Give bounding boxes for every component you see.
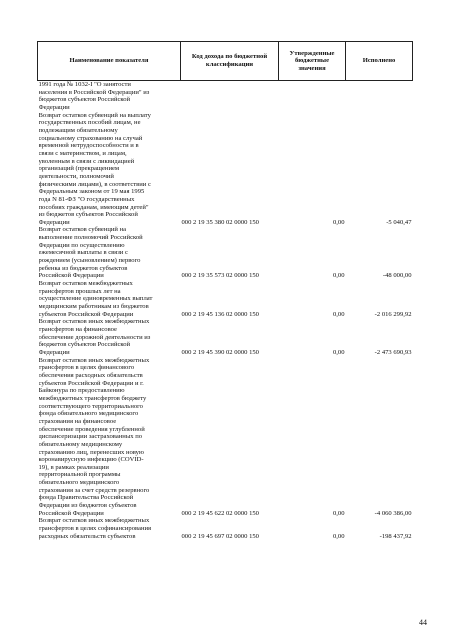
table-row <box>38 280 413 318</box>
indicator-name-line: 1991 года № 1032-I "О занятости <box>38 81 131 88</box>
indicator-name-line: территориальной программы <box>38 471 121 479</box>
indicator-name-line: обязательного медицинского <box>38 479 120 487</box>
indicator-name-line: Возврат остатков иных межбюджетных <box>38 517 150 525</box>
row-indicator-name <box>38 517 181 540</box>
indicator-name-line: Федерации <box>38 218 70 226</box>
indicator-name-line: обязательному медицинскому <box>38 440 123 448</box>
row-approved-value: 0,00 <box>332 272 345 280</box>
indicator-name-line: Возврат остатков субвенций на выплату <box>38 111 151 119</box>
row-revenue-code: 000 2 19 35 573 02 0000 150 <box>181 272 259 280</box>
row-approved-value: 0,00 <box>332 509 345 517</box>
indicator-name-line: рождением (усыновлением) первого <box>38 257 141 265</box>
indicator-name-line: Возврат остатков межбюджетных <box>38 280 133 288</box>
indicator-name-line: Федерации <box>38 348 70 356</box>
row-executed-value: -5 040,47 <box>386 218 412 226</box>
indicator-name-line: Федерации из бюджетов субъектов <box>38 502 137 510</box>
indicator-name-line: страхования за счет средств резервного <box>38 486 150 494</box>
indicator-name-line: связи с материнством, и лицам, <box>38 149 127 157</box>
indicator-name-line: организаций (прекращением <box>38 165 120 173</box>
indicator-name-line: Федерации <box>38 103 70 111</box>
indicator-name-line: пособиях гражданам, имеющим детей" <box>38 203 149 211</box>
indicator-name-line: диспансеризации застрахованных по <box>38 433 143 441</box>
indicator-name-line: года N 81-ФЗ "О государственных <box>38 195 135 203</box>
row-revenue-code: 000 2 19 45 622 02 0000 150 <box>181 509 259 517</box>
indicator-name-line: осуществление единовременных выплат <box>38 295 153 303</box>
indicator-name-line: трансфертов в целях финансового <box>38 364 135 372</box>
indicator-name-line: 19), в рамках реализации <box>38 463 109 471</box>
row-approved-value: 0,00 <box>332 348 345 356</box>
indicator-name-line: коронавирусную инфекцию (COVID- <box>38 456 144 464</box>
table-header-row <box>38 42 413 81</box>
indicator-name-line: субъектов Российской Федерации и г. <box>38 379 144 387</box>
indicator-name-line: трансфертов на финансовое <box>38 326 117 333</box>
header-approved-values: Утвержденные бюджетные значения <box>279 42 346 81</box>
row-revenue-code: 000 2 19 45 697 02 0000 150 <box>181 532 259 540</box>
row-approved-value: 0,00 <box>332 532 345 540</box>
indicator-name-line: Российской Федерации <box>38 272 104 280</box>
row-approved-value: 0,00 <box>332 310 345 318</box>
indicator-name-line: расходных обязательств субъектов <box>38 532 136 540</box>
indicator-name-line: трансфертов прошлых лет на <box>38 287 121 295</box>
indicator-name-line: государственных пособий лицам, не <box>38 119 141 127</box>
page-number: 44 <box>419 618 427 627</box>
indicator-name-line: Федерации по осуществлению <box>38 241 125 249</box>
row-executed-value: -2 473 690,93 <box>374 348 412 356</box>
indicator-name-line: обеспечение проведения углубленной <box>38 425 145 433</box>
indicator-name-line: населения в Российской Федерации" из <box>38 88 150 96</box>
indicator-name-line: межбюджетных трансфертов бюджету <box>38 394 147 402</box>
table-row <box>38 81 413 227</box>
indicator-name-line: медицинским работникам из бюджетов <box>38 303 149 311</box>
header-indicator-name: Наименование показателя <box>38 42 181 81</box>
indicator-name-line: Байконура по предоставлению <box>38 387 125 395</box>
indicator-name-line: Федеральным законом от 19 мая 1995 <box>38 188 145 196</box>
row-indicator-name <box>38 280 181 318</box>
row-indicator-name <box>38 318 181 356</box>
indicator-name-line: Возврат остатков иных межбюджетных <box>38 318 150 326</box>
indicator-name-line: обеспечение дорожной деятельности из <box>38 333 151 341</box>
row-indicator-name <box>38 226 181 280</box>
indicator-name-line: фонда обязательного медицинского <box>38 410 139 418</box>
budget-revenue-table <box>37 41 413 540</box>
indicator-name-line: субъектов Российской Федерации <box>38 310 134 318</box>
row-revenue-code: 000 2 19 45 390 02 0000 150 <box>181 348 259 356</box>
row-executed-value: -4 060 386,00 <box>374 509 412 517</box>
indicator-name-line: Возврат остатков иных межбюджетных <box>38 356 150 364</box>
indicator-name-line: ежемесячной выплаты в связи с <box>38 249 128 257</box>
indicator-name-line: бюджетов субъектов Российской <box>38 341 131 349</box>
indicator-name-line: подлежащим обязательному <box>38 126 118 134</box>
indicator-name-line: выполнение полномочий Российской <box>38 234 143 242</box>
indicator-name-line: уволенным в связи с ликвидацией <box>38 157 135 165</box>
row-executed-value: -198 437,92 <box>379 532 412 540</box>
row-executed-value: -2 016 299,92 <box>374 310 412 318</box>
table-row <box>38 357 413 518</box>
table-row <box>38 318 413 356</box>
indicator-name-line: соответствующего территориального <box>38 402 143 410</box>
table-row <box>38 226 413 280</box>
indicator-name-line: Возврат остатков субвенций на <box>38 226 127 234</box>
indicator-name-line: фонда Правительства Российской <box>38 494 134 502</box>
indicator-name-line: трансфертов в целях софинансирования <box>38 525 152 533</box>
indicator-name-line: временной нетрудоспособности и в <box>38 142 139 150</box>
row-revenue-code: 000 2 19 35 380 02 0000 150 <box>181 218 259 226</box>
row-executed-value: -48 000,00 <box>382 272 412 280</box>
indicator-name-line: страхованию лиц, перенесших новую <box>38 448 144 456</box>
indicator-name-line: из бюджетов субъектов Российской <box>38 211 138 219</box>
row-indicator-name <box>38 81 181 227</box>
table-row <box>38 517 413 540</box>
indicator-name-line: физическими лицами), в соответствии с <box>38 180 151 188</box>
indicator-name-line: деятельности, полномочий <box>38 172 114 180</box>
header-executed: Исполнено <box>346 42 413 81</box>
row-approved-value: 0,00 <box>332 218 345 226</box>
row-revenue-code: 000 2 19 45 136 02 0000 150 <box>181 310 259 318</box>
row-indicator-name <box>38 357 181 518</box>
indicator-name-line: страхования на финансовое <box>38 417 117 425</box>
indicator-name-line: ребенка из бюджетов субъектов <box>38 264 128 272</box>
header-revenue-code: Код дохода по бюджетной классификации <box>181 42 279 81</box>
indicator-name-line: социальному страхованию на случай <box>38 134 143 142</box>
indicator-name-line: Российской Федерации <box>38 509 104 517</box>
indicator-name-line: обеспечения расходных обязательств <box>38 371 143 379</box>
indicator-name-line: бюджетов субъектов Российской <box>38 96 131 104</box>
